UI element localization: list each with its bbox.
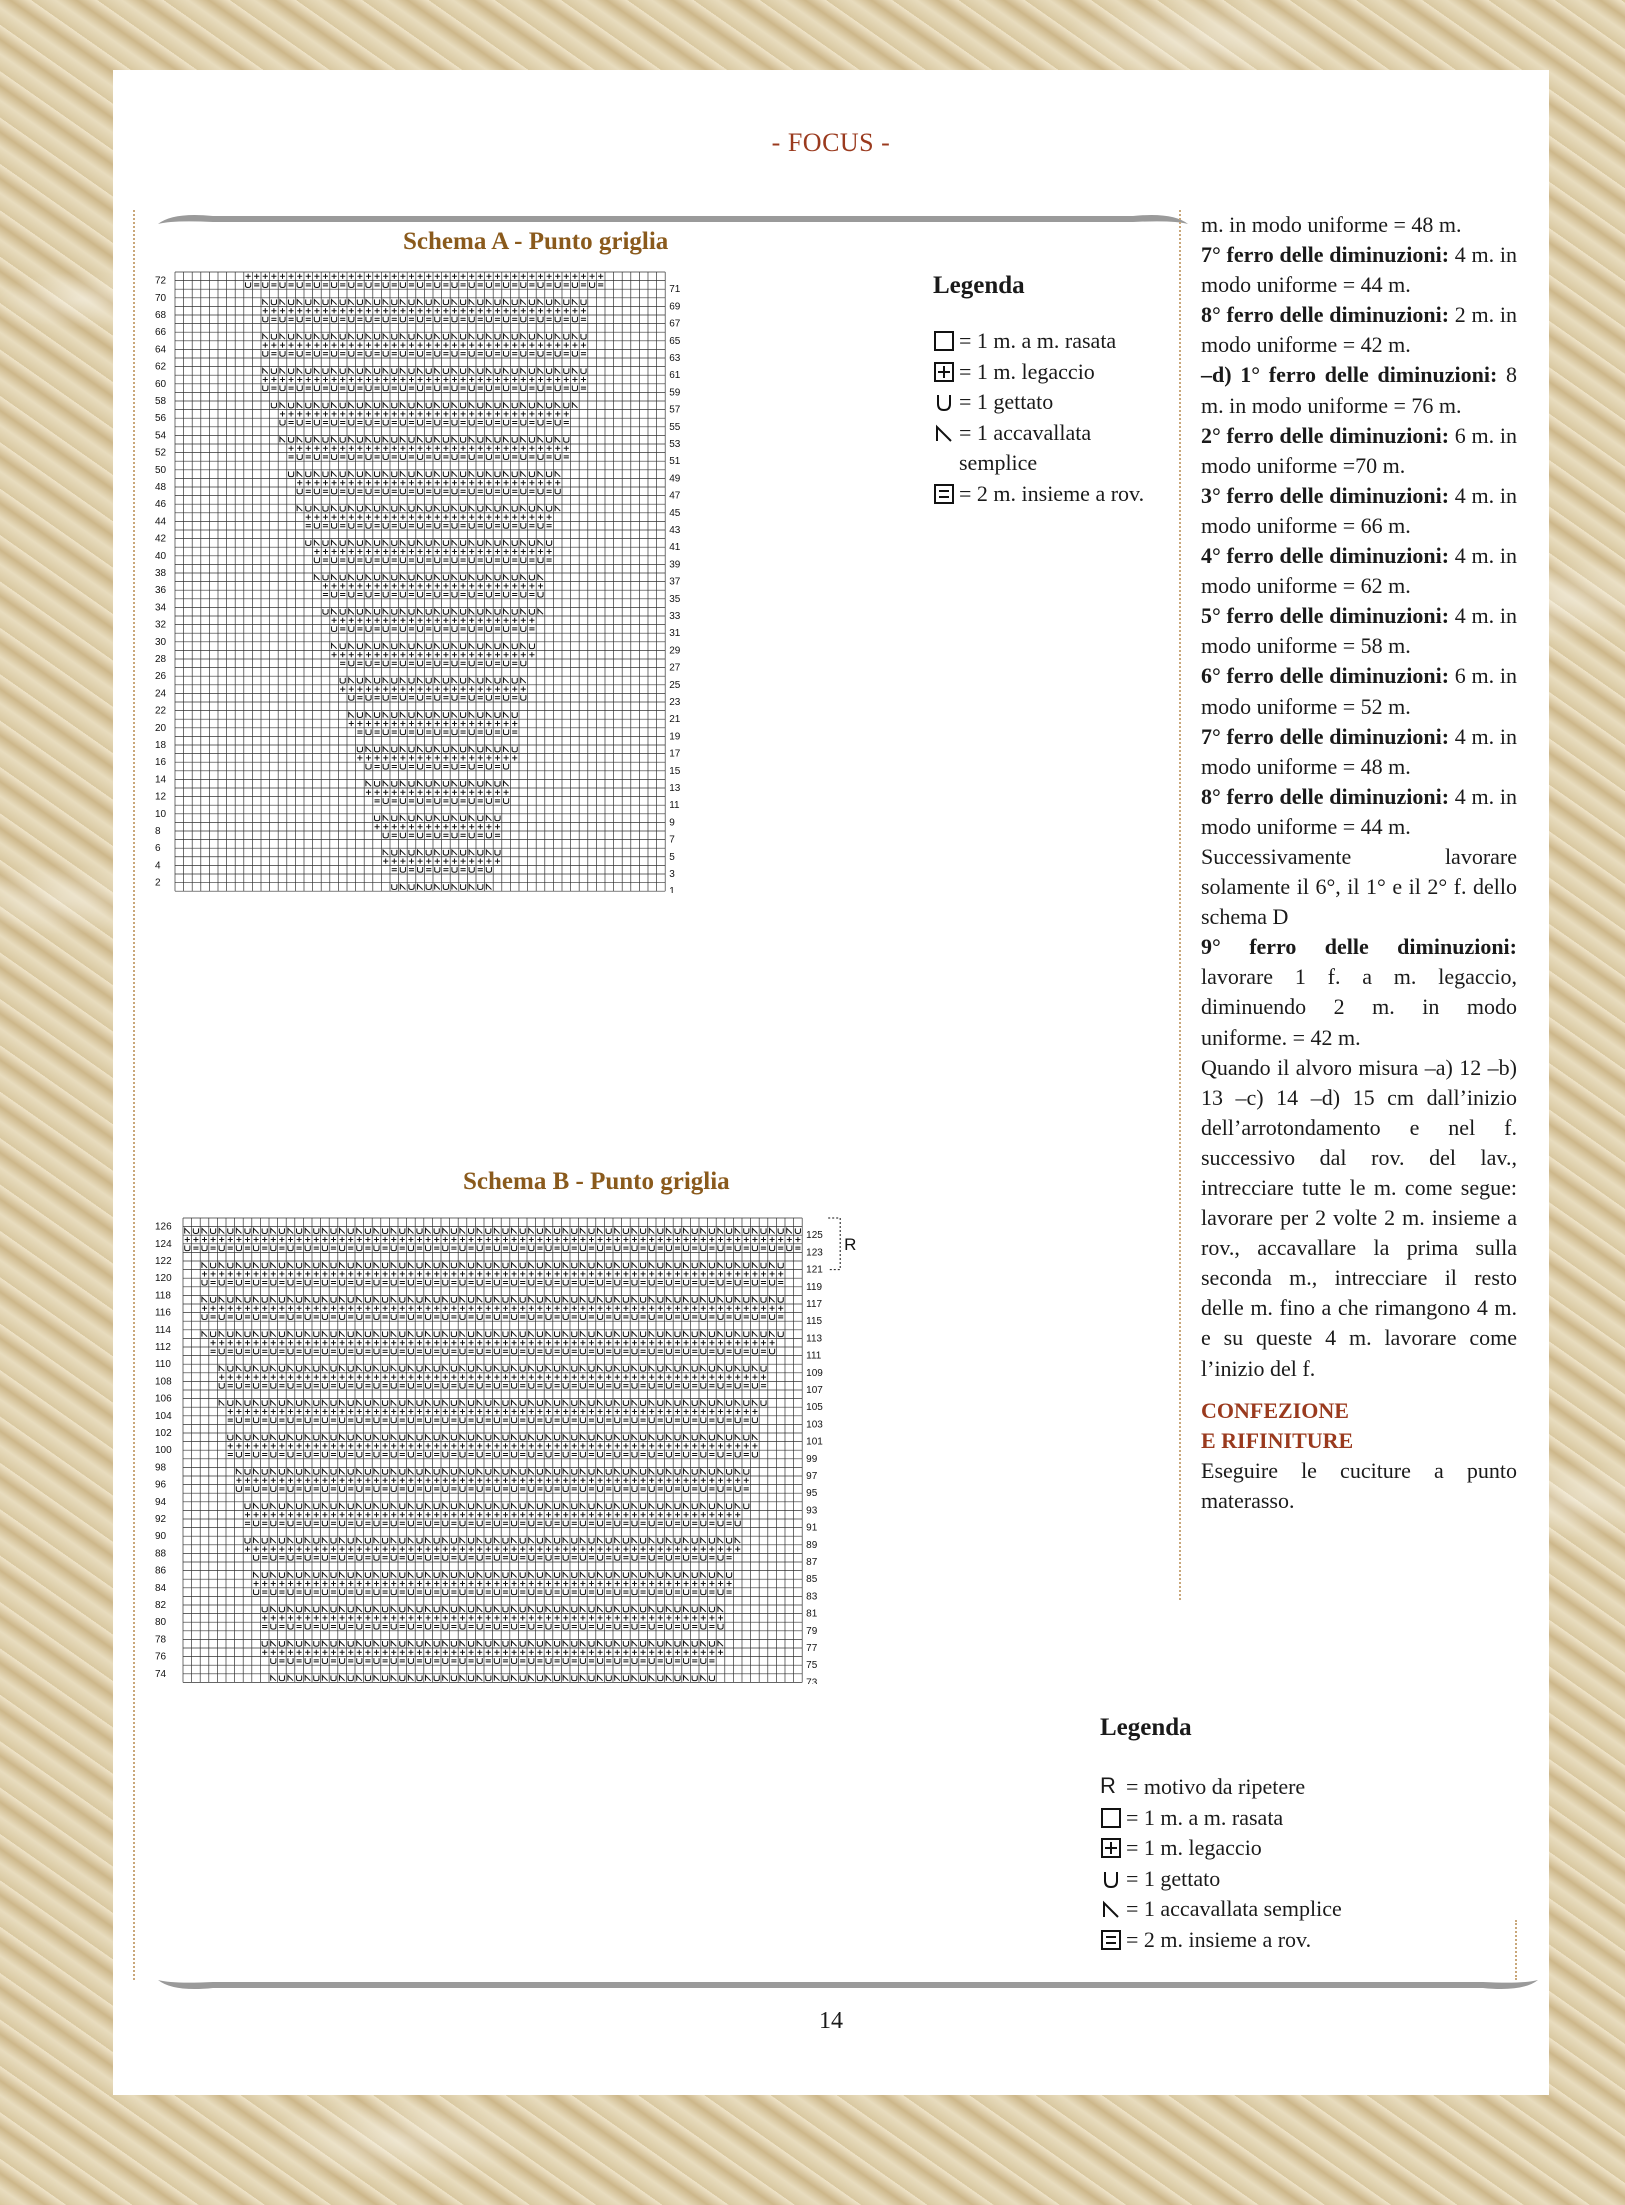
row-label: 63 xyxy=(669,352,681,364)
instruction-paragraph: –d) 1° ferro delle diminuzioni: 8 m. in modo uniforme = 76 m. xyxy=(1201,362,1518,418)
row-label: 2 xyxy=(154,877,161,889)
row-label: 121 xyxy=(806,1264,823,1276)
row-label: 27 xyxy=(669,662,681,674)
row-label: 13 xyxy=(669,782,681,794)
row-label: 119 xyxy=(806,1281,823,1293)
row-label: 87 xyxy=(806,1556,818,1568)
magazine-page xyxy=(113,70,1549,2095)
row-label: 16 xyxy=(154,757,167,769)
row-label: 29 xyxy=(669,645,681,657)
row-label: 125 xyxy=(806,1230,823,1242)
row-label: 58 xyxy=(154,395,167,407)
row-label: 68 xyxy=(154,309,167,321)
row-label: 33 xyxy=(669,610,681,622)
row-label: 115 xyxy=(806,1316,823,1328)
row-label: 8 xyxy=(154,825,161,837)
row-label: 39 xyxy=(669,559,681,571)
row-label: 90 xyxy=(155,1531,167,1543)
instruction-paragraph: 8° ferro delle diminuzioni: 2 m. in modo uniforme = 42 m. xyxy=(1201,302,1517,358)
row-label: 62 xyxy=(154,361,167,373)
row-label: 94 xyxy=(155,1496,167,1508)
row-label: 3 xyxy=(669,868,675,880)
row-label: 12 xyxy=(154,791,167,803)
row-label: 76 xyxy=(155,1651,167,1663)
legend-item xyxy=(933,418,1153,479)
row-label: 40 xyxy=(154,550,167,562)
row-label: 4 xyxy=(154,860,161,872)
column-dotted-rule xyxy=(1179,210,1181,1600)
row-label: 112 xyxy=(155,1341,171,1353)
instruction-paragraph: 7° ferro delle diminuzioni: 4 m. in modo uniforme = 44 m. xyxy=(1201,242,1517,298)
double-bar-square-icon xyxy=(933,483,955,505)
row-label: 124 xyxy=(155,1238,172,1250)
row-label: 53 xyxy=(669,438,681,450)
row-label: 23 xyxy=(669,696,681,708)
legend-item-text: = 1 accavallata semplice xyxy=(1126,1896,1342,1921)
left-dotted-rule xyxy=(133,210,135,1980)
row-label: 60 xyxy=(154,378,167,390)
legend-a-heading: Legenda xyxy=(933,272,1025,299)
row-label: 45 xyxy=(669,507,681,519)
row-label: 9 xyxy=(669,817,675,829)
row-label: 113 xyxy=(806,1333,823,1345)
row-label: 77 xyxy=(806,1642,818,1654)
row-label: 52 xyxy=(154,447,167,459)
row-label: 106 xyxy=(155,1393,172,1405)
right-dotted-rule xyxy=(1515,1920,1517,1980)
row-label: 100 xyxy=(155,1445,172,1457)
row-label: 6 xyxy=(154,843,161,855)
instruction-paragraph: 2° ferro delle diminuzioni: 6 m. in modo uniforme =70 m. xyxy=(1201,422,1517,478)
row-label: 41 xyxy=(669,542,681,554)
row-label: 72 xyxy=(154,275,167,287)
instruction-paragraph: Quando il alvoro misura –a) 12 –b) 13 –c) 14 –d) 15 cm dall’inizio dell’arrotondamento e nel f. successivo dal rov. del lav., intrecciare tutte le m. come segue: lavorare per 2 volte 2 m. insieme a rov., accavallare la prima sulla seconda m., intrecciare il resto delle m. fino a che rimangono 4 m. e su queste 4 m. lavorare come l’inizio del f. xyxy=(1201,1054,1517,1381)
legend-item-text: = 1 m. a m. rasata xyxy=(1126,1804,1284,1830)
row-label: 15 xyxy=(669,765,681,777)
empty-square-icon xyxy=(1100,1807,1122,1829)
row-label: 43 xyxy=(669,524,681,536)
row-label: 75 xyxy=(806,1660,818,1672)
row-label: 28 xyxy=(154,653,167,665)
schema-b-chart xyxy=(153,1216,862,1684)
schema-a-chart xyxy=(153,270,687,893)
instruction-paragraph: m. in modo uniforme = 48 m. xyxy=(1201,212,1462,237)
top-scroll-divider xyxy=(153,206,1193,234)
row-label: 37 xyxy=(669,576,681,588)
row-label: 35 xyxy=(669,593,681,605)
row-label: 80 xyxy=(155,1617,167,1629)
row-label: 103 xyxy=(806,1419,823,1431)
row-label: 99 xyxy=(806,1453,818,1465)
row-label: 78 xyxy=(155,1634,167,1646)
u-symbol-icon xyxy=(1100,1868,1122,1890)
legend-item-text: = 1 gettato xyxy=(1126,1865,1221,1891)
row-label: 57 xyxy=(669,404,681,416)
instruction-paragraph: Eseguire le cuciture a punto materasso. xyxy=(1201,1457,1517,1513)
row-label: 32 xyxy=(154,619,167,631)
legend-item-text: = 2 m. insieme a rov. xyxy=(959,480,1145,506)
legend-item xyxy=(1100,1925,1360,1956)
row-label: 24 xyxy=(154,688,167,700)
instruction-paragraph: Successivamente lavorare solamente il 6°, il 1° e il 2° f. dello schema D xyxy=(1201,843,1517,930)
row-label: 64 xyxy=(154,344,167,356)
row-label: 83 xyxy=(806,1591,818,1603)
row-label: 120 xyxy=(155,1273,172,1285)
row-label: 84 xyxy=(155,1582,167,1594)
legend-a-list xyxy=(933,326,1153,509)
row-label: 20 xyxy=(154,722,167,734)
row-label: 114 xyxy=(155,1324,171,1336)
row-label: 50 xyxy=(154,464,167,476)
row-label: 5 xyxy=(669,851,675,863)
instruction-paragraph: 4° ferro delle diminuzioni: 4 m. in modo uniforme = 62 m. xyxy=(1201,543,1517,599)
legend-item-text: = 1 m. legaccio xyxy=(1126,1835,1262,1860)
row-label: 7 xyxy=(669,834,675,846)
row-label: 11 xyxy=(669,800,680,812)
row-label: 67 xyxy=(669,318,681,330)
legend-item xyxy=(933,357,1153,388)
row-label: 48 xyxy=(154,481,167,493)
row-label: 19 xyxy=(669,731,681,743)
instructions-column xyxy=(1201,210,1517,1516)
row-label: 107 xyxy=(806,1384,823,1396)
row-label: 79 xyxy=(806,1625,818,1637)
row-label: 1 xyxy=(669,886,675,894)
slip-decrease-icon xyxy=(1100,1898,1122,1920)
row-label: 38 xyxy=(154,567,167,579)
row-label: 117 xyxy=(806,1298,823,1310)
legend-item xyxy=(1100,1833,1360,1864)
row-label: 111 xyxy=(806,1350,822,1362)
row-label: 34 xyxy=(154,602,167,614)
row-label: 116 xyxy=(155,1307,171,1319)
row-label: 36 xyxy=(154,585,167,597)
section-title: CONFEZIONE E RIFINITURE xyxy=(1201,1397,1354,1453)
row-label: 102 xyxy=(155,1427,172,1439)
legend-item xyxy=(1100,1864,1360,1895)
page-number: 14 xyxy=(819,2008,843,2034)
instruction-paragraph: 6° ferro delle diminuzioni: 6 m. in modo uniforme = 52 m. xyxy=(1201,663,1517,719)
schema-b-title: Schema B - Punto griglia xyxy=(463,1168,730,1195)
row-label: 74 xyxy=(155,1668,167,1680)
row-label: 118 xyxy=(155,1290,171,1302)
row-label: 70 xyxy=(154,292,167,304)
legend-b-list xyxy=(1100,1772,1360,1955)
row-label: 44 xyxy=(154,516,167,528)
row-label: 95 xyxy=(806,1488,818,1500)
row-label: 93 xyxy=(806,1505,818,1517)
legend-item-text: = 2 m. insieme a rov. xyxy=(1126,1926,1312,1952)
repeat-bracket xyxy=(828,1218,840,1270)
row-label: 42 xyxy=(154,533,167,545)
row-label: 14 xyxy=(154,774,167,786)
instruction-paragraph: 7° ferro delle diminuzioni: 4 m. in modo uniforme = 48 m. xyxy=(1201,723,1517,779)
row-label: 92 xyxy=(155,1513,167,1525)
r-letter-icon: R xyxy=(1100,1773,1116,1798)
legend-item-text: = 1 m. a m. rasata xyxy=(959,328,1117,353)
legend-item-text: = 1 gettato xyxy=(959,389,1054,414)
row-label: 26 xyxy=(154,671,167,683)
row-label: 82 xyxy=(155,1599,167,1611)
row-label: 10 xyxy=(154,808,167,820)
row-label: 55 xyxy=(669,421,681,433)
legend-item xyxy=(933,387,1153,418)
double-bar-square-icon xyxy=(1100,1929,1122,1951)
legend-item xyxy=(933,326,1153,357)
row-label: 21 xyxy=(669,714,681,726)
row-label: 91 xyxy=(806,1522,818,1534)
legend-item xyxy=(1100,1894,1360,1925)
row-label: 108 xyxy=(155,1376,172,1388)
row-label: 56 xyxy=(154,413,167,425)
plus-square-icon xyxy=(1100,1837,1122,1859)
row-label: 59 xyxy=(669,387,681,399)
row-label: 105 xyxy=(806,1402,823,1414)
row-label: 51 xyxy=(669,456,681,468)
row-label: 123 xyxy=(806,1247,823,1259)
instruction-paragraph: 5° ferro delle diminuzioni: 4 m. in modo uniforme = 58 m. xyxy=(1201,603,1517,659)
row-label: 17 xyxy=(669,748,681,760)
legend-item xyxy=(1100,1772,1360,1803)
row-label: 31 xyxy=(669,628,681,640)
row-label: 109 xyxy=(806,1367,823,1379)
repeat-marker-label: R xyxy=(844,1234,857,1254)
section-header: - FOCUS - xyxy=(771,128,891,157)
u-symbol-icon xyxy=(933,391,955,413)
legend-item xyxy=(933,479,1153,510)
row-label: 61 xyxy=(669,370,681,382)
bottom-scroll-divider xyxy=(153,1970,1543,1998)
row-label: 54 xyxy=(154,430,167,442)
row-label: 30 xyxy=(154,636,167,648)
row-label: 85 xyxy=(806,1574,818,1586)
row-label: 25 xyxy=(669,679,681,691)
row-label: 126 xyxy=(155,1221,172,1233)
row-label: 46 xyxy=(154,499,167,511)
legend-b-heading: Legenda xyxy=(1100,1714,1192,1741)
legend-item-text: = 1 m. legaccio xyxy=(959,358,1095,384)
instruction-paragraph: 3° ferro delle diminuzioni: 4 m. in modo uniforme = 66 m. xyxy=(1201,482,1517,538)
row-label: 69 xyxy=(669,301,681,313)
row-label: 73 xyxy=(806,1677,818,1685)
legend-item-text: = motivo da ripetere xyxy=(1126,1774,1306,1799)
row-label: 66 xyxy=(154,327,167,339)
legend-item xyxy=(1100,1803,1360,1834)
row-label: 71 xyxy=(669,284,681,296)
row-label: 110 xyxy=(155,1359,171,1371)
legend-item-text: = 1 accavallata semplice xyxy=(959,419,1092,475)
row-label: 104 xyxy=(155,1410,172,1422)
instruction-paragraph: 8° ferro delle diminuzioni: 4 m. in modo uniforme = 44 m. xyxy=(1201,783,1517,839)
row-label: 97 xyxy=(806,1470,818,1482)
row-label: 18 xyxy=(154,739,167,751)
row-label: 96 xyxy=(155,1479,167,1491)
row-label: 65 xyxy=(669,335,681,347)
row-label: 101 xyxy=(806,1436,823,1448)
plus-square-icon xyxy=(933,361,955,383)
row-label: 47 xyxy=(669,490,681,502)
row-label: 22 xyxy=(154,705,167,717)
row-label: 122 xyxy=(155,1255,172,1267)
instruction-paragraph: 9° ferro delle diminuzioni: lavorare 1 f. a m. legaccio, diminuendo 2 m. in modo uniforme. = 42 m. xyxy=(1201,934,1517,1050)
row-label: 86 xyxy=(155,1565,167,1577)
row-label: 89 xyxy=(806,1539,818,1551)
schema-a-title: Schema A - Punto griglia xyxy=(403,228,669,255)
row-label: 81 xyxy=(806,1608,818,1620)
row-label: 49 xyxy=(669,473,681,485)
empty-square-icon xyxy=(933,330,955,352)
row-label: 98 xyxy=(155,1462,167,1474)
row-label: 88 xyxy=(155,1548,167,1560)
slip-decrease-icon xyxy=(933,422,955,444)
